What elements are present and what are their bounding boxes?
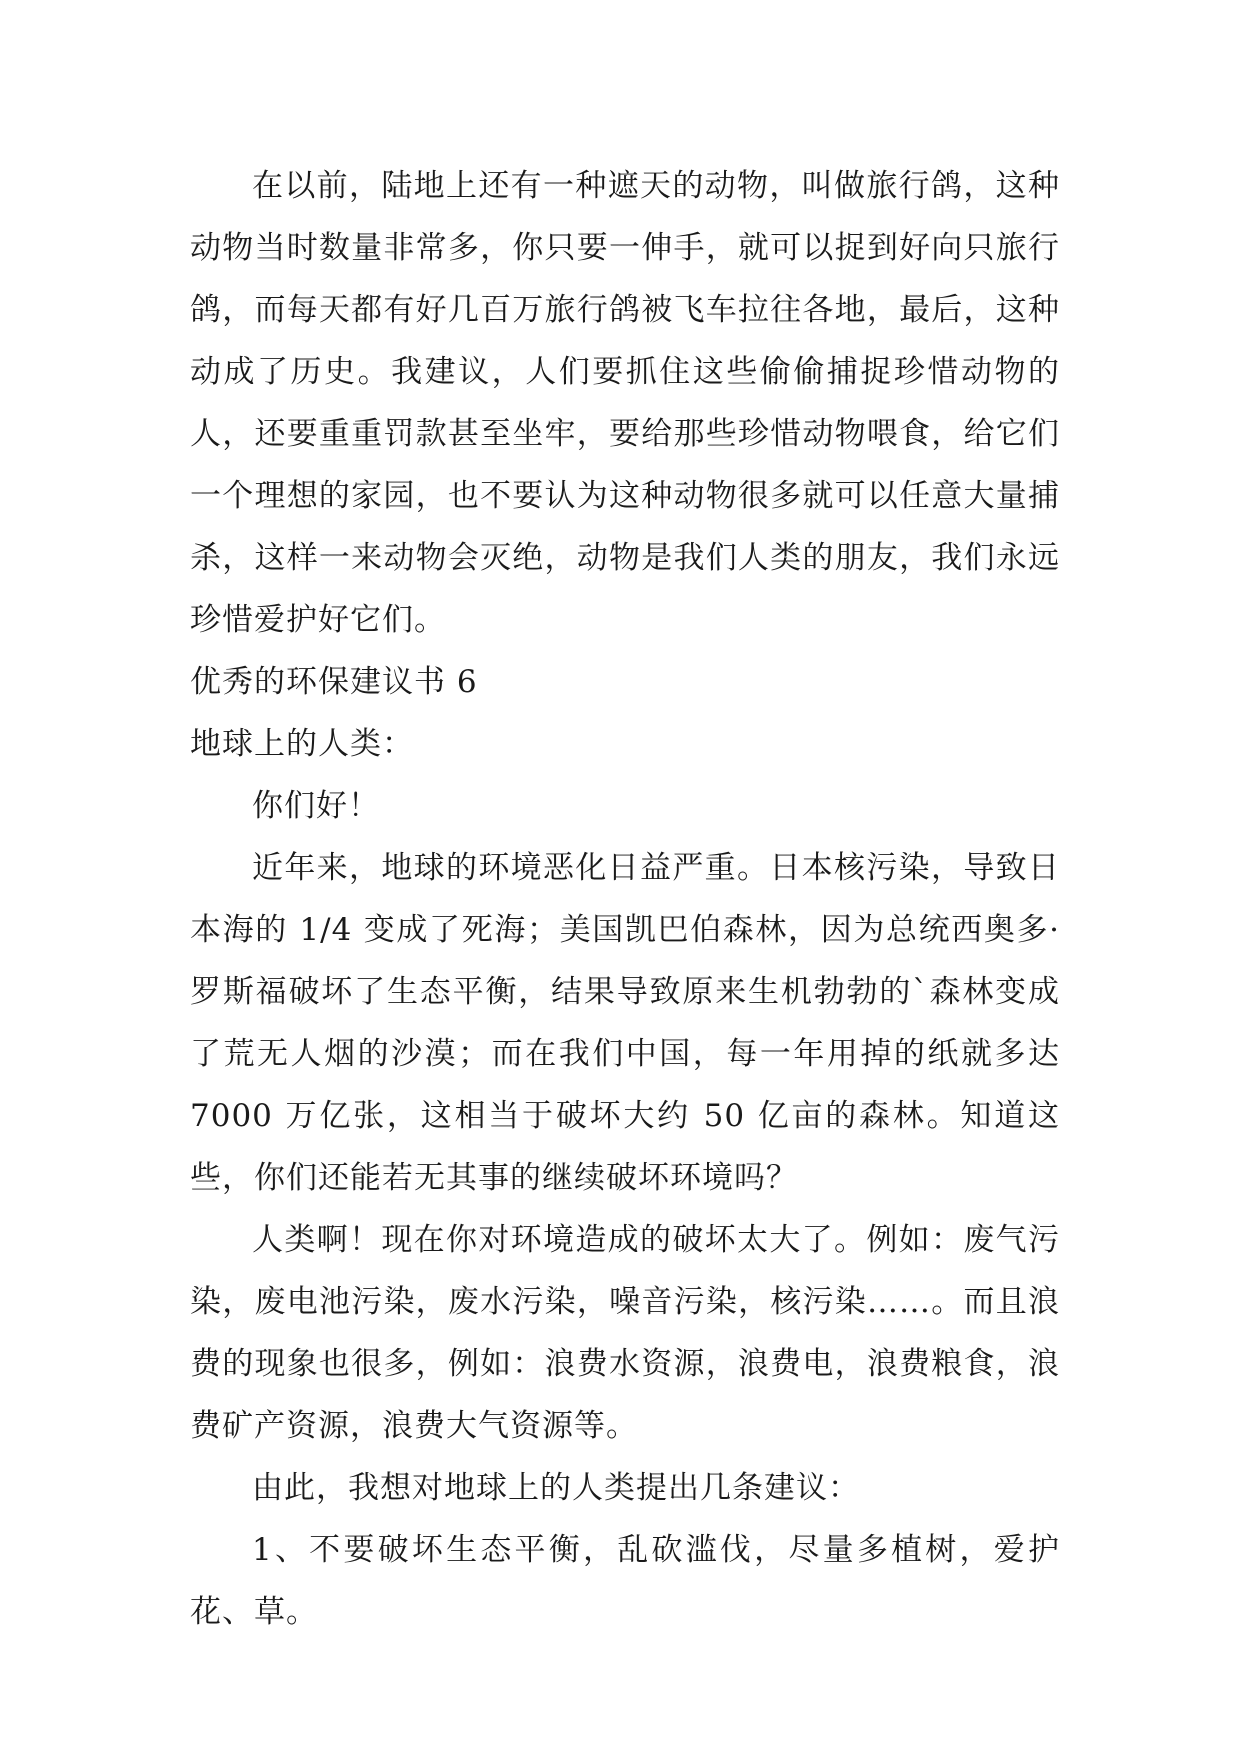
suggestion-item-1: 1、不要破坏生态平衡，乱砍滥伐，尽量多植树，爱护花、草。 [190,1532,1060,1630]
greeting: 你们好！ [252,788,380,824]
document-body [190,155,1060,1643]
paragraph-suggestions-intro: 由此，我想对地球上的人类提出几条建议： [252,1470,860,1506]
salutation: 地球上的人类： [190,726,414,762]
section-heading: 优秀的环保建议书 6 [190,664,478,700]
paragraph-pollution-waste: 人类啊！现在你对环境造成的破坏太大了。例如：废气污染，废电池污染，废水污染，噪音污染，核污染……。而且浪费的现象也很多，例如：浪费水资源，浪费电，浪费粮食，浪费矿产资源，浪费大气资源等。 [190,1222,1060,1444]
paragraph-environment-worsening: 近年来，地球的环境恶化日益严重。日本核污染，导致日本海的 1/4 变成了死海；美国凯巴伯森林，因为总统西奥多·罗斯福破坏了生态平衡，结果导致原来生机勃勃的`森林变成了荒无人烟的沙漠；而在我们中国，每一年用掉的纸就多达 7000 万亿张，这相当于破坏大约 50 亿亩的森林。知道这些，你们还能若无其事的继续破坏环境吗？ [190,850,1060,1196]
paragraph-passenger-pigeon: 在以前，陆地上还有一种遮天的动物，叫做旅行鸽，这种动物当时数量非常多，你只要一伸手，就可以捉到好向只旅行鸽，而每天都有好几百万旅行鸽被飞车拉往各地，最后，这种动成了历史。我建议，人们要抓住这些偷偷捕捉珍惜动物的人，还要重重罚款甚至坐牢，要给那些珍惜动物喂食，给它们一个理想的家园，也不要认为这种动物很多就可以任意大量捕杀，这样一来动物会灭绝，动物是我们人类的朋友，我们永远珍惜爱护好它们。 [190,168,1060,638]
